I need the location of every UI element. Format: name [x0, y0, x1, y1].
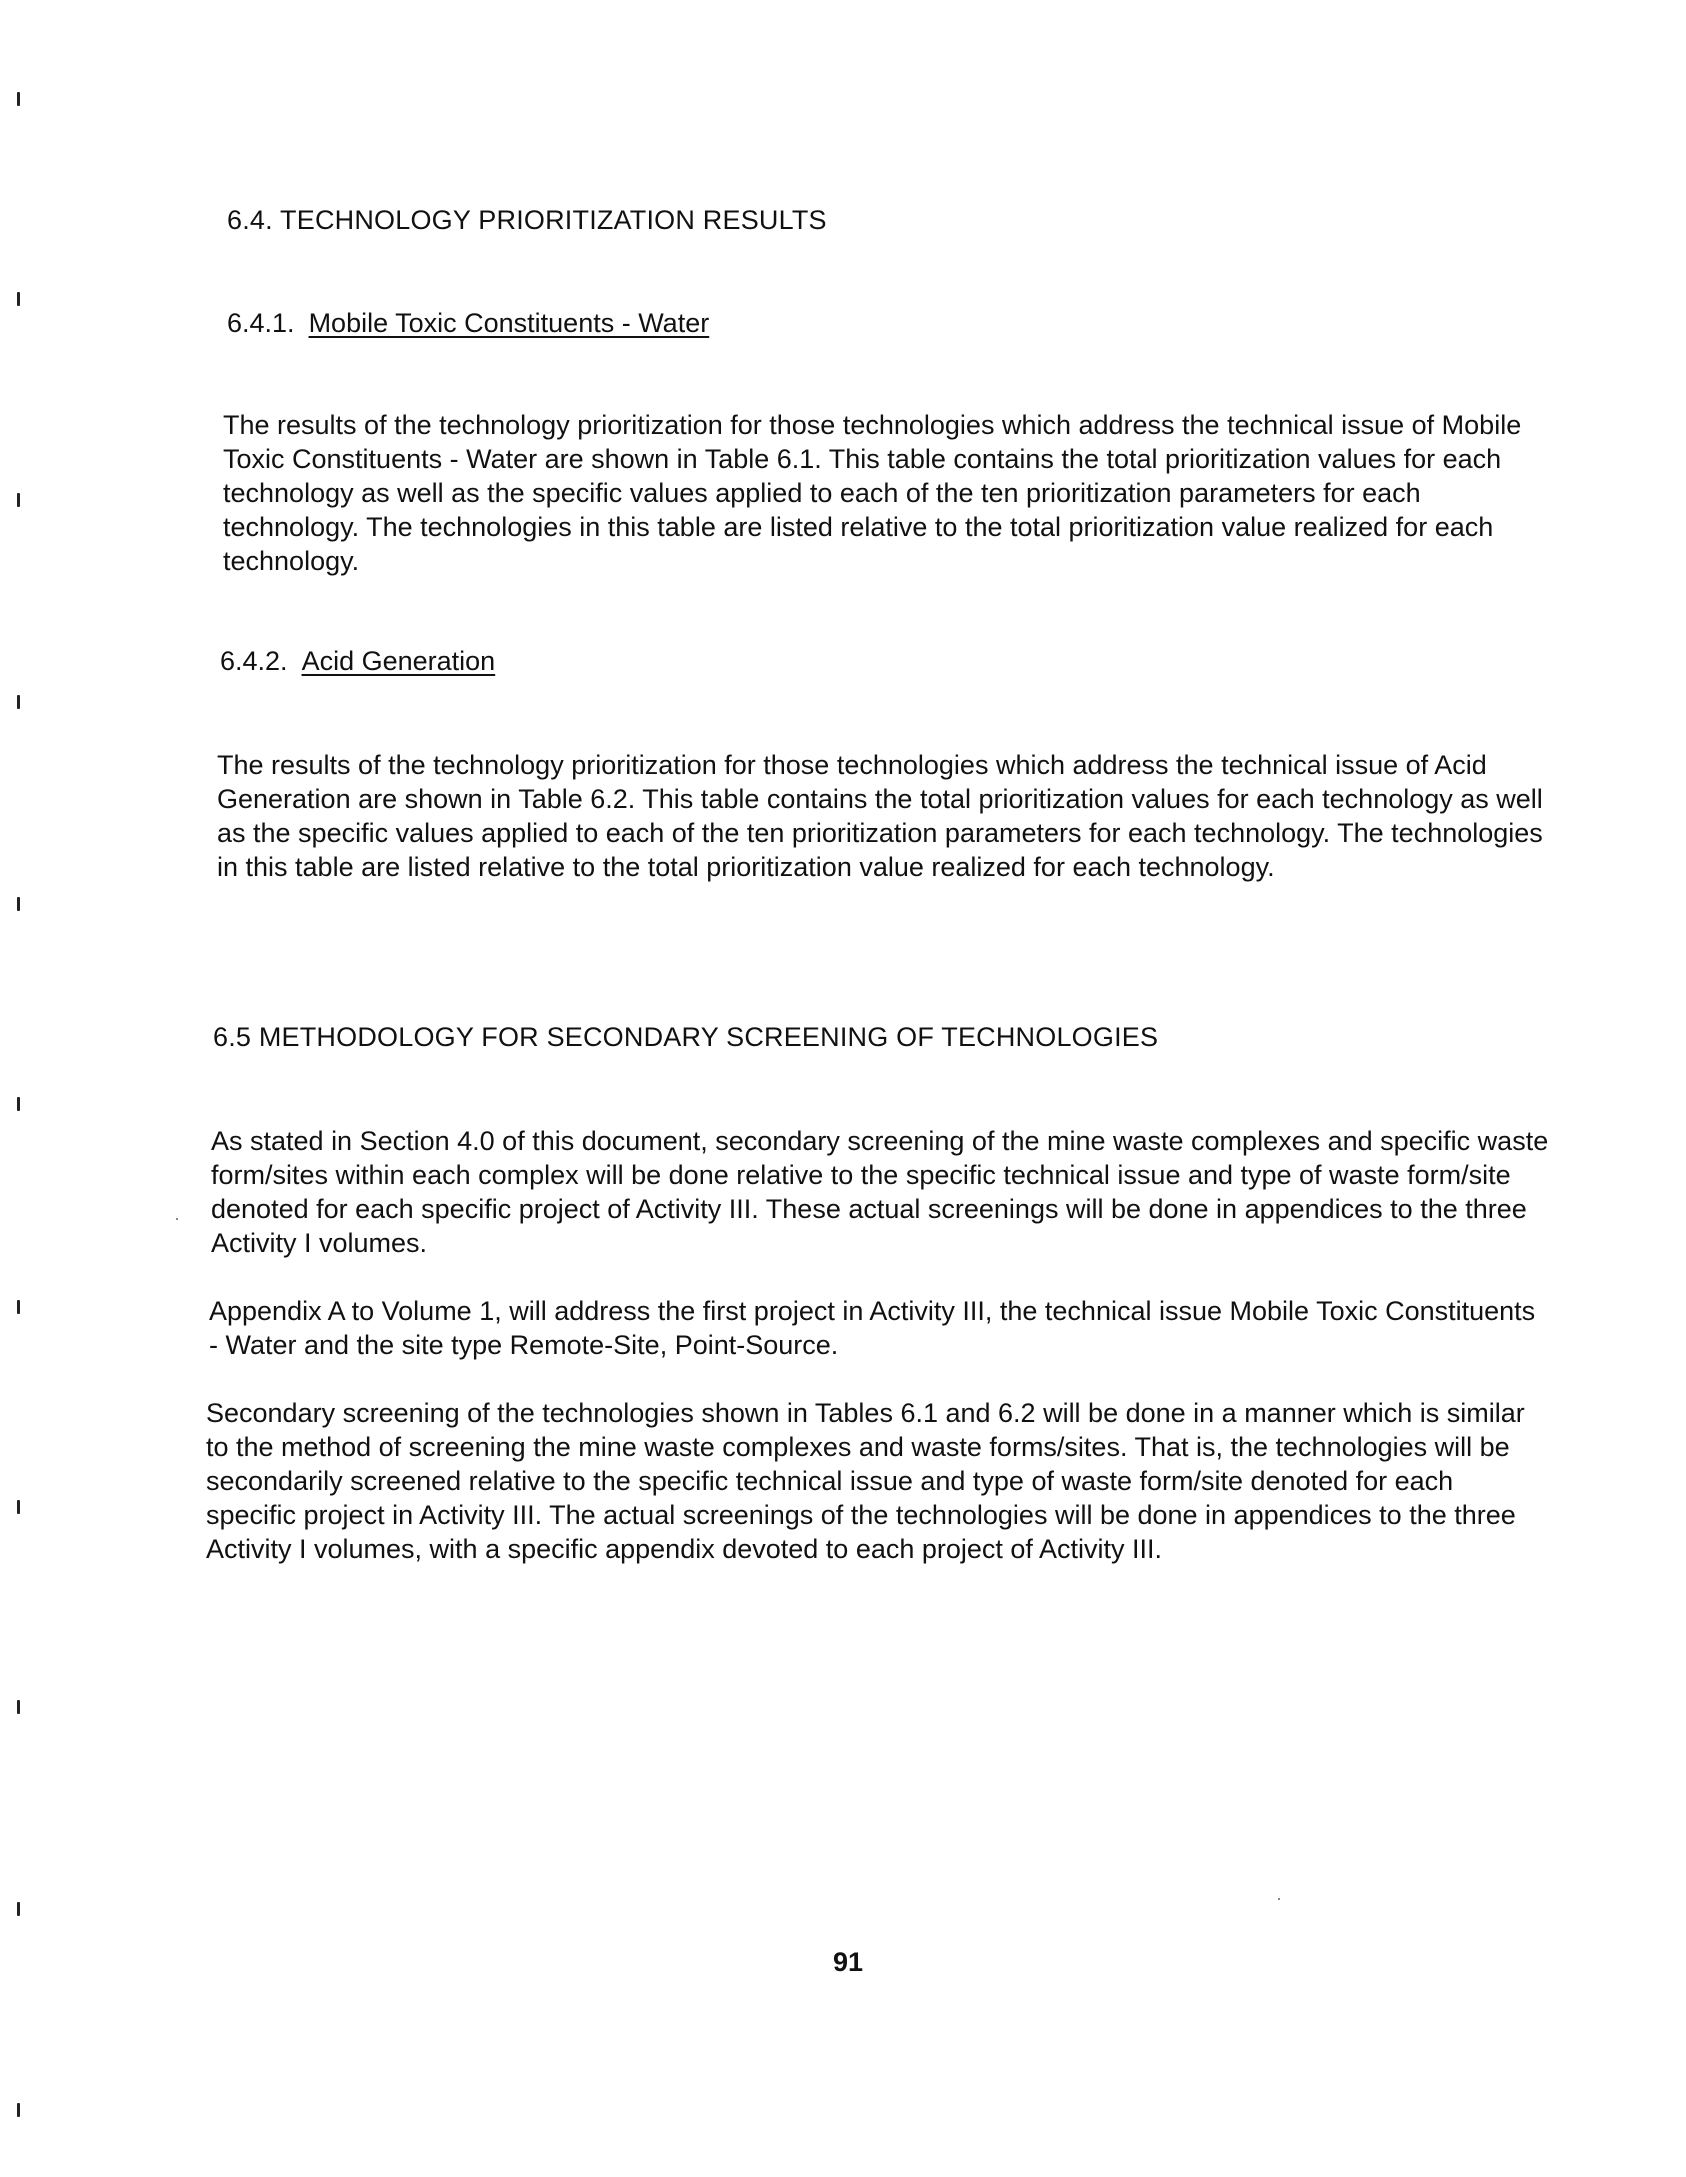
- paragraph-6-5-3: Secondary screening of the technologies shown in Tables 6.1 and 6.2 will be done in a manner which is similar to the method of screening the mine waste complexes and waste forms/sites. That is, the technologies will be secondarily screened relative to the specific technical issue and type of waste form/site denoted for each specific project in Activity III. The actual screenings of the technologies will be done in appendices to the three Activity I volumes, with a specific appendix devoted to each project of Activity III.: [206, 1398, 1525, 1564]
- paragraph-6-4-2: The results of the technology prioritization for those technologies which address the technical issue of Acid Generation are shown in Table 6.2. This table contains the total prioritization values for each technology as well as the specific values applied to each of the ten prioritization parameters for each technology. The technologies in this table are listed relative to the total prioritization value realized for each technology.: [217, 750, 1543, 882]
- subsection-title: Mobile Toxic Constituents - Water: [308, 308, 710, 338]
- section-heading-6-5: 6.5 METHODOLOGY FOR SECONDARY SCREENING OF TECHNOLOGIES: [213, 1022, 1159, 1052]
- subsection-number: 6.4.1.: [227, 308, 295, 338]
- binding-mark: [17, 1097, 20, 1111]
- paragraph-6-5-2: Appendix A to Volume 1, will address the first project in Activity III, the technical issue Mobile Toxic Constituents - Water and the site type Remote-Site, Point-Source.: [209, 1296, 1536, 1360]
- subsection-number: 6.4.2.: [220, 646, 288, 676]
- binding-mark: [17, 292, 20, 306]
- paragraph-6-5-1: As stated in Section 4.0 of this document, secondary screening of the mine waste complexes and specific waste form/sites within each complex will be done relative to the specific technical issue and type of waste form/site denoted for each specific project of Activity III. These actual screenings will be done in appendices to the three Activity I volumes.: [211, 1126, 1549, 1258]
- binding-mark: [17, 695, 20, 709]
- scan-speck: [1278, 1898, 1280, 1900]
- section-heading-6-4: 6.4. TECHNOLOGY PRIORITIZATION RESULTS: [227, 205, 827, 235]
- paragraph-6-4-1: The results of the technology prioritization for those technologies which address the technical issue of Mobile Toxic Constituents - Water are shown in Table 6.1. This table contains the total prioritization values for each technology as well as the specific values applied to each of the ten prioritization parameters for each technology. The technologies in this table are listed relative to the total prioritization value realized for each technology.: [223, 410, 1522, 576]
- binding-mark: [17, 92, 20, 106]
- binding-mark: [17, 493, 20, 507]
- binding-mark: [17, 1902, 20, 1916]
- binding-mark: [17, 1500, 20, 1514]
- scan-speck: [176, 1218, 178, 1220]
- subsection-heading-6-4-1: [227, 308, 709, 339]
- binding-mark: [17, 1700, 20, 1714]
- binding-mark: [17, 897, 20, 911]
- binding-mark: [17, 1300, 20, 1314]
- page-number: 91: [833, 1947, 864, 1977]
- subsection-heading-6-4-2: [220, 646, 495, 677]
- binding-mark: [17, 2103, 20, 2117]
- subsection-title: Acid Generation: [301, 646, 496, 676]
